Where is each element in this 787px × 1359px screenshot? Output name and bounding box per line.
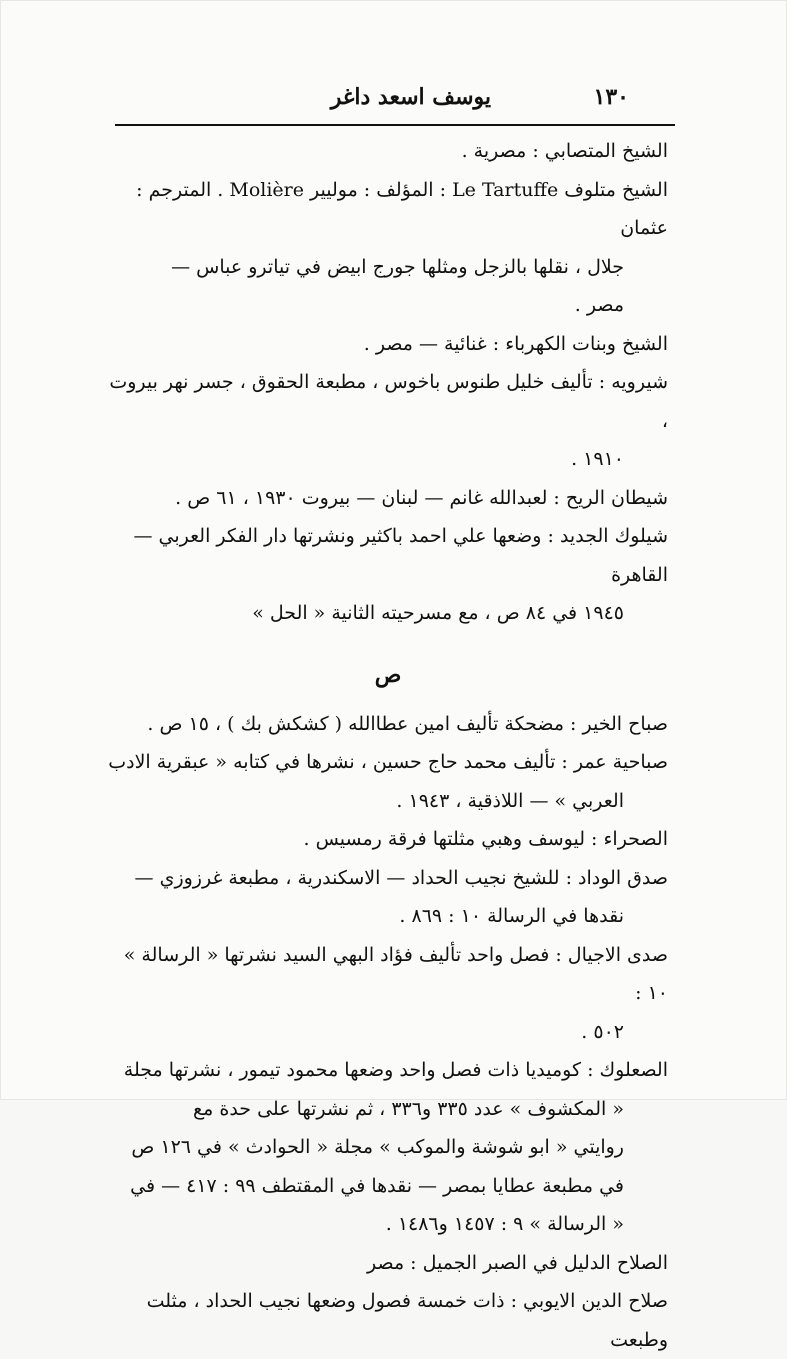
entry xyxy=(108,743,668,820)
entry-line: في مطبعة عطايا بمصر — نقدها في المقتطف ٩٩ : ٤١٧ — في xyxy=(130,1174,624,1197)
page-header xyxy=(118,78,669,118)
entry xyxy=(108,1244,668,1283)
entry xyxy=(108,479,668,518)
entry-line: ١٩٤٥ في ٨٤ ص ، مع مسرحيته الثانية « الحل » xyxy=(252,602,624,624)
entry-line: صباحية عمر : تأليف محمد حاج حسين ، نشرها في كتابه « عبقرية الادب xyxy=(108,751,668,773)
entry-list xyxy=(108,132,668,1359)
entry xyxy=(108,1282,668,1359)
entry xyxy=(108,517,668,633)
entry-line: الشيخ وبنات الكهرباء : غنائية — مصر . xyxy=(363,332,668,355)
entry-line: ١٩١٠ . xyxy=(571,448,624,470)
entry xyxy=(108,363,668,479)
entry-line: صدى الاجيال : فصل واحد تأليف فؤاد البهي السيد نشرتها « الرسالة » ١٠ : xyxy=(123,943,668,1004)
entry xyxy=(108,859,668,936)
entry-line: نقدها في الرسالة ١٠ : ٨٦٩ . xyxy=(399,905,624,927)
section-letter: ص xyxy=(374,661,402,688)
entry-line: صلاح الدين الايوبي : ذات خمسة فصول وضعها نجيب الحداد ، مثلت وطبعت xyxy=(146,1290,668,1351)
entry-line: الشيخ متلوف Le Tartuffe : المؤلف : موليير Molière . المترجم : عثمان xyxy=(136,178,668,239)
header-rule xyxy=(115,124,675,126)
entry-line: شيرويه : تأليف خليل طنوس باخوس ، مطبعة الحقوق ، جسر نهر بيروت ، xyxy=(109,371,668,432)
entry xyxy=(108,820,668,859)
entry-line: الصعلوك : كوميديا ذات فصل واحد وضعها محمود تيمور ، نشرتها مجلة xyxy=(123,1059,668,1081)
entry xyxy=(108,1051,668,1244)
entry-line: الصلاح الدليل في الصبر الجميل : مصر xyxy=(367,1251,668,1274)
entry-line: جلال ، نقلها بالزجل ومثلها جورج ابيض في تياترو عباس — xyxy=(171,255,624,278)
entry-line: العربي » — اللاذقية ، ١٩٤٣ . xyxy=(396,789,624,812)
entry xyxy=(108,325,668,364)
entry xyxy=(108,171,668,325)
entry-line: ٥٠٢ . xyxy=(581,1020,624,1043)
entry-line: صباح الخير : مضحكة تأليف امين عطاالله ( كشكش بك ) ، ١٥ ص . xyxy=(147,712,668,735)
entry-line: شيلوك الجديد : وضعها علي احمد باكثير ونشرتها دار الفكر العربي — القاهرة xyxy=(133,525,668,586)
entry-line: الصحراء : ليوسف وهبي مثلتها فرقة رمسيس . xyxy=(303,828,668,850)
running-title: يوسف اسعد داغر xyxy=(330,84,491,110)
entry xyxy=(108,936,668,1052)
entry xyxy=(108,132,668,171)
entry-line: روايتي « ابو شوشة والموكب » مجلة « الحوادث » في ١٢٦ ص xyxy=(131,1136,624,1158)
page-number: ١٣٠ xyxy=(593,84,629,110)
entry-line: صدق الوداد : للشيخ نجيب الحداد — الاسكندرية ، مطبعة غرزوزي — xyxy=(134,866,668,889)
entry xyxy=(108,705,668,744)
entry-line: « الرسالة » ٩ : ١٤٥٧ و١٤٨٦ . xyxy=(385,1213,624,1235)
entry-line: الشيخ المتصابي : مصرية . xyxy=(461,140,668,162)
entry-line: « المكشوف » عدد ٣٣٥ و٣٣٦ ، ثم نشرتها على حدة مع xyxy=(193,1097,624,1120)
entry-line: شيطان الريح : لعبدالله غانم — لبنان — بيروت ١٩٣٠ ، ٦١ ص . xyxy=(175,486,668,509)
entry-line: مصر . xyxy=(574,294,624,316)
